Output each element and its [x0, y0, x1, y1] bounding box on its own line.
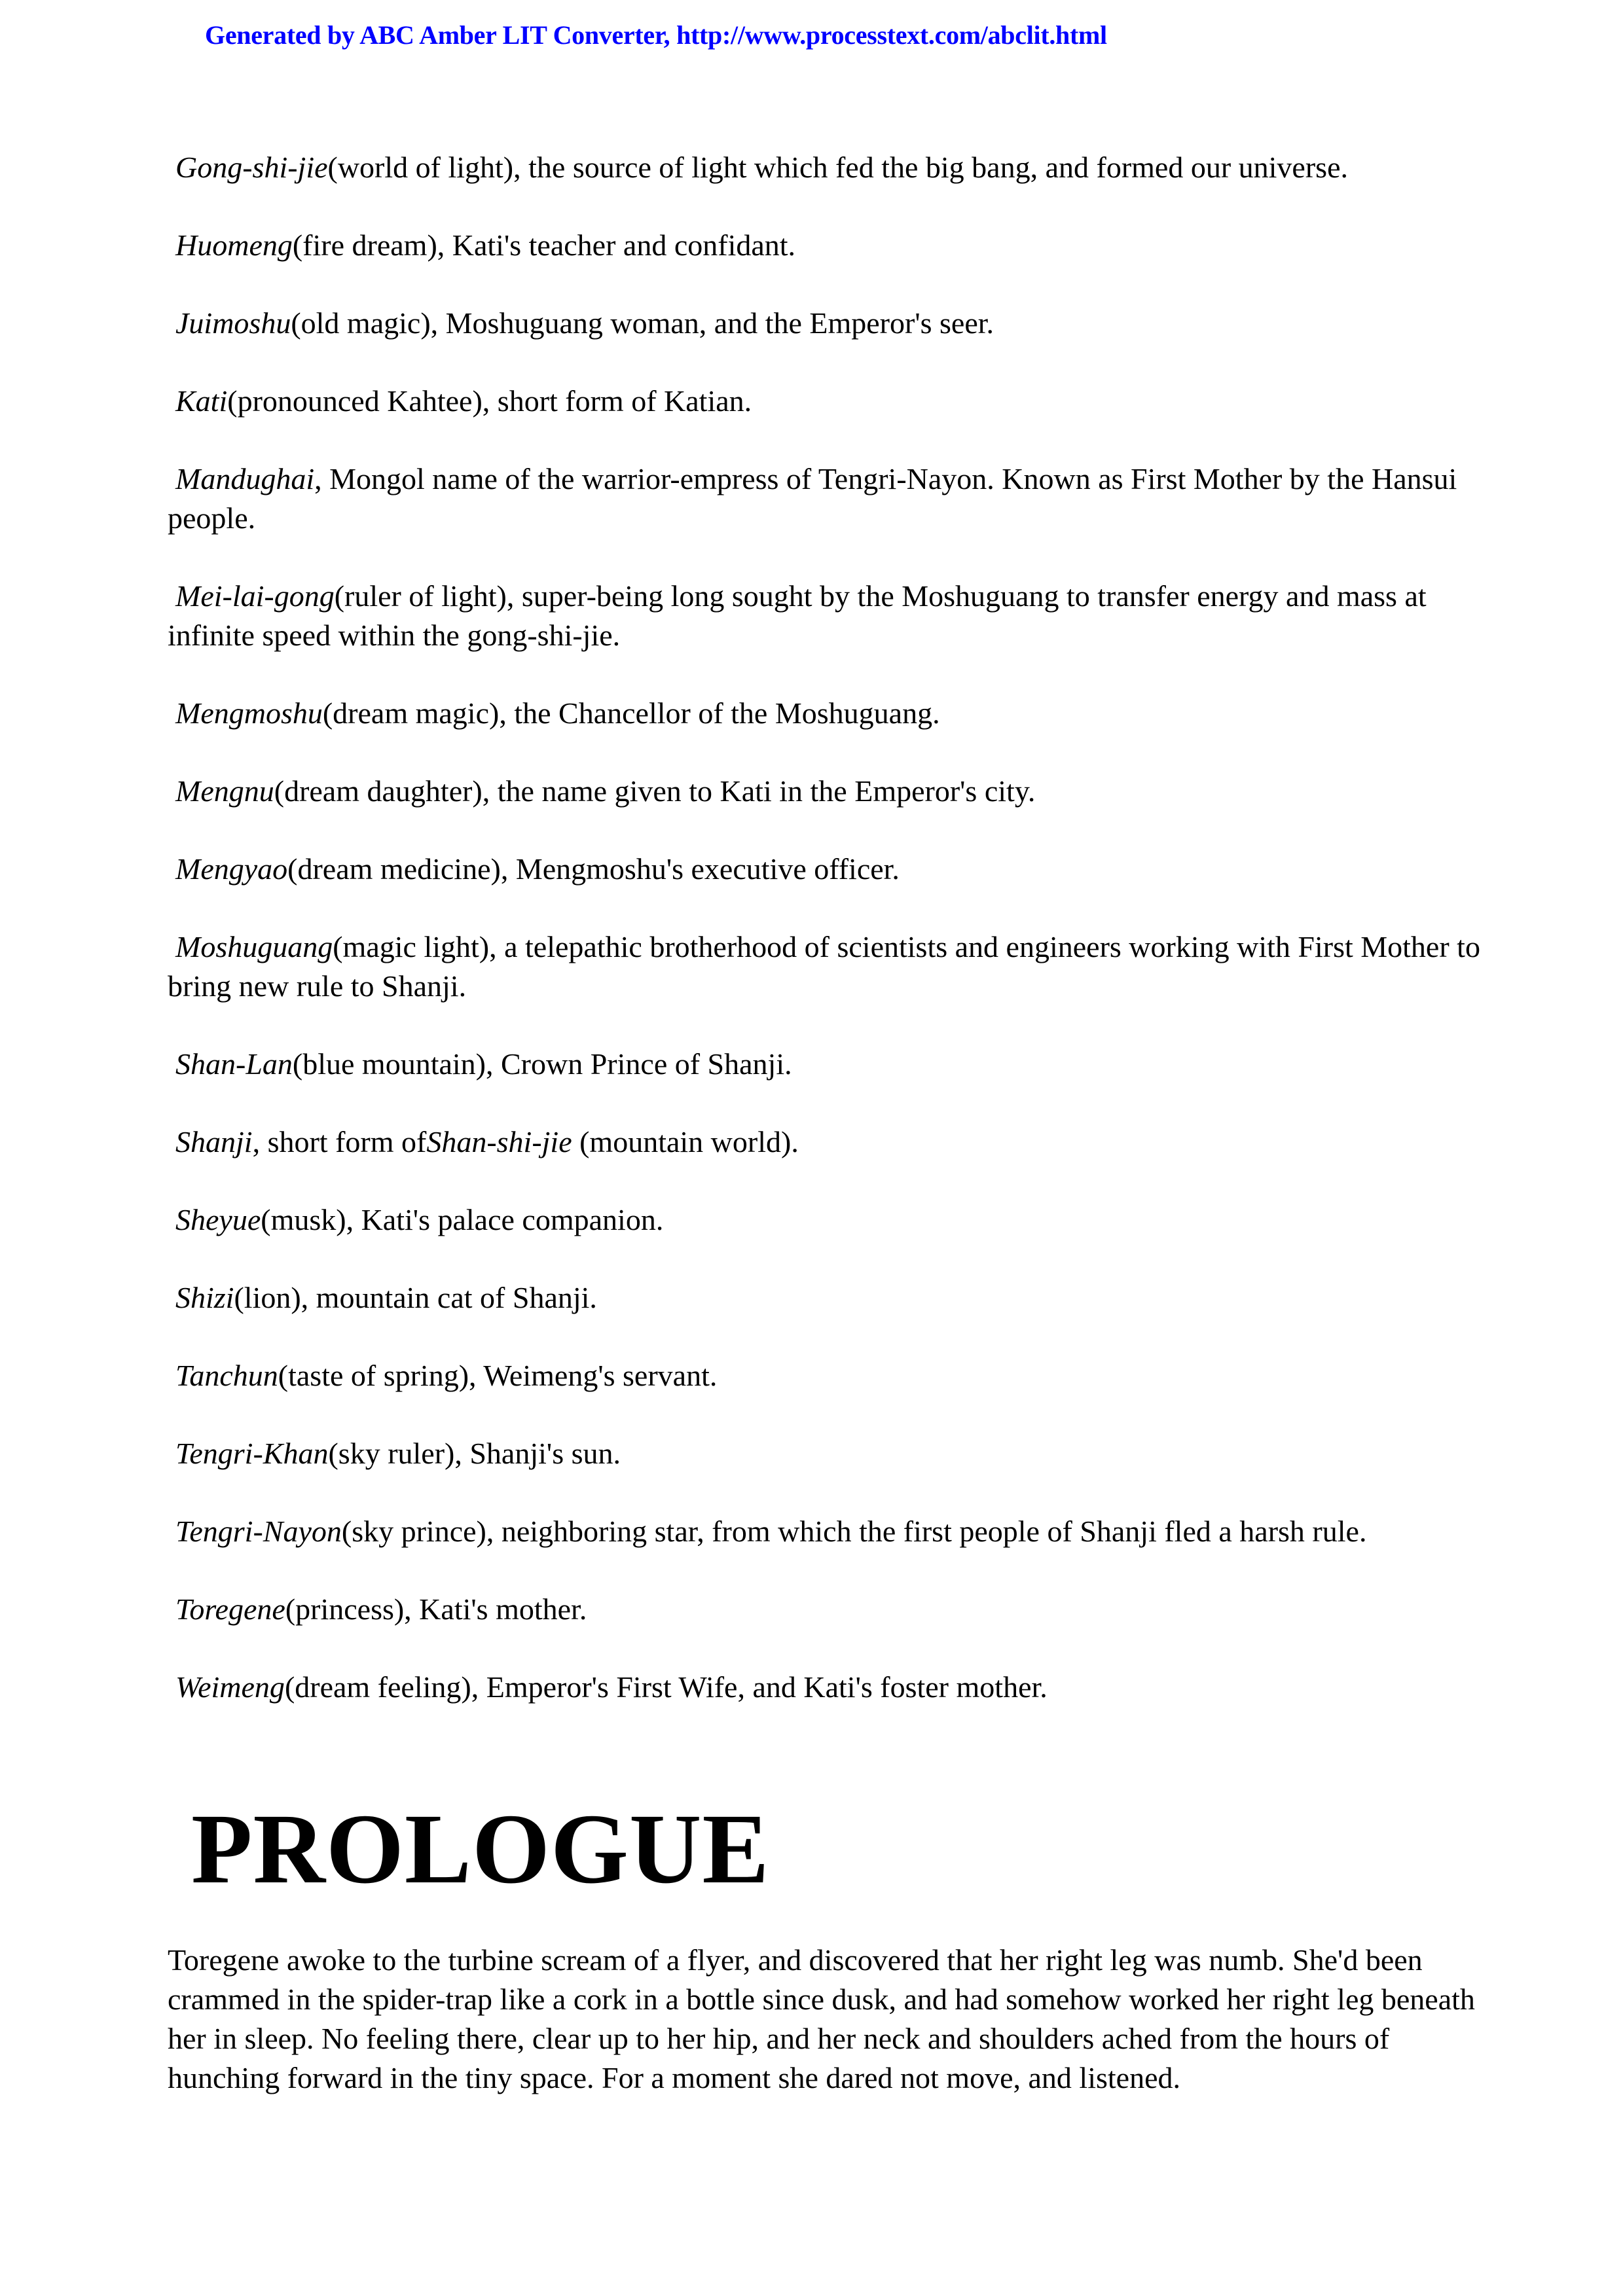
glossary-definition: , short form of [252, 1125, 427, 1158]
glossary-entry [168, 1434, 1484, 1473]
glossary-definition: (dream medicine), Mengmoshu's executive officer. [287, 852, 900, 886]
chapter-heading: PROLOGUE [191, 1794, 770, 1905]
prologue-paragraph [168, 1941, 1484, 2098]
glossary-term-secondary: Shan-shi-jie [426, 1125, 572, 1158]
glossary-definition: (magic light), a telepathic brotherhood of scientists and engineers working with First Mother to bring new rule to Shanji. [168, 930, 1480, 1003]
glossary-term: Shan-Lan [175, 1047, 293, 1081]
glossary-definition: (fire dream), Kati's teacher and confidant. [292, 228, 796, 262]
glossary-term: Weimeng [175, 1670, 285, 1704]
glossary-entry [168, 304, 1484, 343]
glossary-definition: (blue mountain), Crown Prince of Shanji. [292, 1047, 792, 1081]
glossary-term: Moshuguang [175, 930, 333, 963]
glossary-entry [168, 1045, 1484, 1084]
glossary-term: Juimoshu [175, 306, 291, 340]
glossary-term: Tanchun [175, 1359, 278, 1392]
glossary-entry [168, 148, 1484, 187]
glossary-entry [168, 927, 1484, 1006]
glossary-definition: , Mongol name of the warrior-empress of Tengri-Nayon. Known as First Mother by the Hansui people. [168, 462, 1457, 535]
glossary-entry [168, 226, 1484, 265]
glossary-entry [168, 1668, 1484, 1707]
glossary-list [168, 148, 1484, 1707]
glossary-term: Mandughai [175, 462, 315, 495]
glossary-term: Tengri-Khan [175, 1437, 329, 1470]
glossary-entry [168, 772, 1484, 811]
glossary-definition: (lion), mountain cat of Shanji. [234, 1281, 597, 1314]
glossary-definition: (pronounced Kahtee), short form of Katian. [227, 384, 752, 418]
glossary-term: Sheyue [175, 1203, 261, 1236]
glossary-definition: (dream magic), the Chancellor of the Moshuguang. [322, 696, 940, 730]
glossary-entry [168, 382, 1484, 421]
glossary-definition: (dream feeling), Emperor's First Wife, and Kati's foster mother. [284, 1670, 1048, 1704]
glossary-term: Tengri-Nayon [175, 1515, 342, 1548]
glossary-definition: (ruler of light), super-being long sought by the Moshuguang to transfer energy and mass at infinite speed within the gong-shi-jie. [168, 579, 1427, 652]
glossary-term: Huomeng [175, 228, 293, 262]
glossary-term: Gong-shi-jie [175, 151, 328, 184]
glossary-definition: (world of light), the source of light which fed the big bang, and formed our universe. [327, 151, 1348, 184]
glossary-term: Mengyao [175, 852, 288, 886]
document-page [168, 148, 1484, 2098]
glossary-entry [168, 1122, 1484, 1162]
glossary-entry [168, 1590, 1484, 1629]
glossary-definition: (taste of spring), Weimeng's servant. [278, 1359, 718, 1392]
glossary-entry [168, 1512, 1484, 1551]
glossary-term: Mengmoshu [175, 696, 323, 730]
glossary-entry [168, 850, 1484, 889]
glossary-definition: (dream daughter), the name given to Kati in the Emperor's city. [274, 774, 1036, 808]
glossary-definition: (musk), Kati's palace companion. [261, 1203, 664, 1236]
glossary-entry [168, 1200, 1484, 1240]
glossary-definition: (princess), Kati's mother. [285, 1592, 587, 1626]
glossary-term: Kati [175, 384, 228, 418]
glossary-entry [168, 1356, 1484, 1395]
glossary-term: Mei-lai-gong [175, 579, 335, 613]
glossary-term: Mengnu [175, 774, 274, 808]
glossary-definition: (old magic), Moshuguang woman, and the Emperor's seer. [291, 306, 994, 340]
glossary-entry [168, 577, 1484, 655]
prologue-text: Toregene awoke to the turbine scream of a flyer, and discovered that her right leg was numb. She'd been crammed in the spider-trap like a cork in a bottle since dusk, and had somehow worked her right leg beneath her in sleep. No feeling there, clear up to her hip, and her neck and shoulders ached from the hours of hunching forward in the tiny space. For a moment she dared not move, and listened. [168, 1943, 1475, 2094]
glossary-term: Shanji [175, 1125, 253, 1158]
glossary-term: Shizi [175, 1281, 234, 1314]
glossary-entry [168, 694, 1484, 733]
glossary-definition-secondary: (mountain world). [572, 1125, 799, 1158]
converter-banner: Generated by ABC Amber LIT Converter, http://www.processtext.com/abclit.html [205, 20, 1107, 50]
glossary-term: Toregene [175, 1592, 285, 1626]
glossary-definition: (sky ruler), Shanji's sun. [328, 1437, 621, 1470]
glossary-entry [168, 1278, 1484, 1318]
glossary-entry [168, 459, 1484, 538]
glossary-definition: (sky prince), neighboring star, from which the first people of Shanji fled a harsh rule. [341, 1515, 1367, 1548]
